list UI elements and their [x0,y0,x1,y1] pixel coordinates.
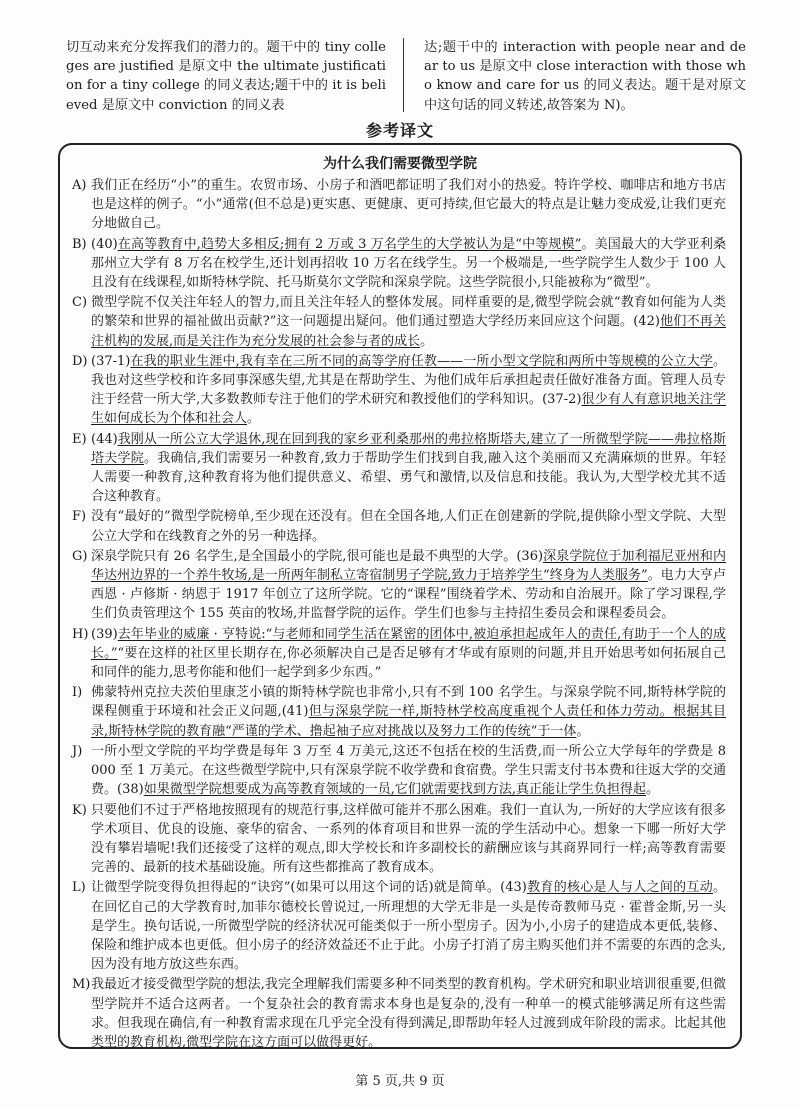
paragraph-label: F) [72,509,87,525]
underlined-answer-text: 在高等教育中,趋势大多相反;拥有 2 万或 3 万名学生的大学被认为是“中等规模” [117,236,582,252]
paragraph-text: 。美国最大的大学亚利桑那州立大学有 8 万名在校学生,还计划再招收 10 万名在线学生。另一个极端是,一些学院学生人数少于 100 人且没有在线课程,如斯特林学院、托马斯莫尔文学院和深泉学院。这些学院很小,只能被称为“微型”。 [91,236,726,291]
paragraph [72,975,726,1052]
underlined-answer-text: 他们不再关注机构的发展,而是关注作为充分发展的社会参与者的成长 [91,314,726,349]
underlined-answer-text: 我刚从一所公立大学退休,现在回到我的家乡亚利桑那州的弗拉格斯塔夫,建立了一所微型学院——弗拉格斯塔夫学院 [91,431,726,466]
page-number: 第 5 页,共 9 页 [355,1074,445,1089]
paragraph-label: G) [72,548,88,564]
paragraph [72,176,726,234]
paragraph-label: B) [72,236,87,252]
paragraph-text: 。我也对这些学校和许多同事深感失望,尤其是在帮助学生、为他们成年后承担起责任做好准备方面。管理人员专注于经营一所大学,大多数教师专注于他们的学术研究和教授他们的学科知识。(37-2) [91,353,726,408]
paragraph-label: K) [72,802,87,818]
underlined-answer-text: 深泉学院位于加利福尼亚州和内华达州边界的一个养牛牧场,是一所两年制私立寄宿制男子学院,致力于培养学生“终身为人类服务” [91,548,726,584]
paragraph [72,625,726,683]
underlined-answer-text: 很少有人有意识地关注学生如何成长为个体和社会人 [91,392,726,427]
paragraph [72,430,726,507]
translation-paragraphs [72,176,726,1053]
paragraph-text: “要在这样的社区里长期存在,你必须解决自己是否足够有才华或有原则的问题,并且开始思考如何拓展自己和同伴的能力,思考你能和他们一起学到多少东西。” [91,645,726,681]
explanation-right-column: 达;题干中的 interaction with people near and dear to us 是原文中 close interaction with those who know and care for us 的同义表达。题干是对原文中这句话的同义转述,故答案为 N)。 [424,40,746,113]
column-divider [403,38,404,112]
paragraph-text: 一所小型文学院的平均学费是每年 3 万至 4 万美元,这还不包括在校的生活费,而一所公立大学每年的学费是 8 000 至 1 万美元。在这些微型学院中,只有深泉学院不收学费和食宿费。学生只需支付书本费和往返大学的交通费。(38) [91,743,726,798]
paragraph-label: C) [72,295,88,311]
paragraph [72,352,726,429]
paragraph [72,878,726,974]
paragraph-text: (39) [91,626,118,642]
underlined-answer-text: 在我的职业生涯中,我有幸在三所不同的高等学府任教——一所小型文学院和两所中等规模的公立大学 [130,353,713,369]
paragraph-label: M) [72,977,91,993]
underlined-answer-text: 如果微型学院想要成为高等教育领域的一员,它们就需要找到方法,真正能让学生负担得起 [143,782,646,798]
paragraph [72,683,726,741]
paragraph-label: E) [72,431,87,447]
paragraph-text: 我们正在经历“小”的重生。农贸市场、小房子和酒吧都证明了我们对小的热爱。特许学校、咖啡店和地方书店也是这样的例子。“小”通常(但不总是)更实惠、更健康、更可持续,但它最大的特点是让魅力变成爱,让我们更充分地做自己。 [91,178,726,232]
underlined-answer-text: 去年毕业的威廉 · 亨特说:“与老师和同学生活在紧密的团体中,被迫承担起成年人的责任,有助于一个人的成长。” [91,626,726,661]
paragraph-label: I) [72,685,83,701]
paragraph-label: L) [72,880,86,896]
paragraph-text: 微型学院不仅关注年轻人的智力,而且关注年轻人的整体发展。同样重要的是,微型学院会就“教育如何能为人类的繁荣和世界的福祉做出贡献?”这一问题提出疑问。他们通过塑造大学经历来回应这个问题。(42) [91,295,726,330]
paragraph [72,235,726,293]
paragraph [72,801,726,878]
prior-answer-explanation [66,38,746,114]
paragraph-text: 佛蒙特州克拉夫茨伯里康芝小镇的斯特林学院也非常小,只有不到 100 名学生。与深泉学院不同,斯特林学院的课程侧重于环境和社会正义问题,(41) [91,685,726,720]
paragraph-label: A) [72,178,87,193]
paragraph-text: 。电力大亨卢西恩 · 卢修斯 · 纳恩于 1917 年创立了这所学院。它的“课程”围绕着学术、劳动和自治展开。除了学习课程,学生们负责管理这个 155 英亩的牧场,并监督学院的运作。学生们也参与主持招生委员会和课程委员会。 [91,568,726,622]
underlined-answer-text: 但与深泉学院一样,斯特林学校高度重视个人责任和体力劳动。根据其目录,斯特林学院的教育融“严谨的学术、撸起袖子应对挑战以及努力工作的传统”于一体 [91,704,726,739]
explanation-left-column: 切互动来充分发挥我们的潜力的。题干中的 tiny colleges are justified 是原文中 the ultimate justification for a tiny college 的同义表达;题干中的 it is believed 是原文中 conviction 的同义表 [66,40,386,113]
paragraph-text: 。 [420,333,434,349]
paragraph-text: 。在回忆自己的大学教育时,加菲尔德校长曾说过,一所理想的大学无非是一头是传奇教师马克 · 霍普金斯,另一头是学生。换句话说,一所微型学院的经济状况可能类似于一所小型房子。因为小,小房子的建造成本更低,装修、保险和维护成本也更低。但小房子的经济效益还不止于此。小房子打消了房主购买他们并不需要的东西的念头,因为没有地方放这些东西。 [91,880,726,973]
paragraph [72,507,726,545]
translation-title: 为什么我们需要微型学院 [323,156,477,172]
paragraph-text: 。 [645,782,659,798]
paragraph-label: H) [72,626,89,642]
paragraph-text: (37-1) [91,353,131,369]
paragraph-text: 我最近才接受微型学院的想法,我完全理解我们需要多种不同类型的教育机构。学术研究和职业培训很重要,但微型学院并不适合这两者。一个复杂社会的教育需求本身也是复杂的,没有一种单一的模式能够满足所有这些需求。但我现在确信,有一种教育需求现在几乎完全没有得到满足,即帮助年轻人过渡到成年阶段的需求。比起其他类型的教育机构,微型学院在这方面可以做得更好。 [91,977,726,1050]
paragraph-text: (40) [91,236,118,252]
section-title: 参考译文 [365,121,434,140]
paragraph [72,547,726,624]
paragraph-text: 深泉学院只有 26 名学生,是全国最小的学院,很可能也是最不典型的大学。(36) [91,548,544,564]
paragraph-text: 只要他们不过于严格地按照现有的规范行事,这样做可能并不那么困难。我们一直认为,一所好的大学应该有很多学术项目、优良的设施、豪华的宿舍、一系列的体育项目和世界一流的学生活动中心。想象一下哪一所好大学没有攀岩墙呢!我们还接受了这样的观点,即大学校长和许多副校长的薪酬应该与其商界同行一样;高等教育需要完善的、最新的技术基础设施。所有这些都推高了教育成本。 [91,802,726,876]
paragraph-text: 。我确信,我们需要另一种教育,致力于帮助学生们找到自我,融入这个美丽而又充满麻烦的世界。年轻人需要一种教育,这种教育将为他们提供意义、希望、勇气和激情,以及信息和技能。我认为,大型学校尤其不适合这种教育。 [91,450,726,505]
paragraph-text: 没有“最好的”微型学院榜单,至少现在还没有。但在全国各地,人们正在创建新的学院,提供除小型文学院、大型公立大学和在线教育之外的另一种选择。 [91,509,726,544]
paragraph-label: J) [72,743,83,759]
underlined-answer-text: 教育的核心是人与人之间的互动 [526,880,713,896]
paragraph-text: 。 [576,723,590,739]
paragraph-text: 让微型学院变得负担得起的“诀窍”(如果可以用这个词的话)就是简单。(43) [91,880,527,896]
paragraph-text: 。 [247,411,261,427]
paragraph-text: (44) [91,431,118,447]
paragraph [72,742,726,800]
paragraph-label: D) [72,353,88,369]
paragraph [72,293,726,351]
